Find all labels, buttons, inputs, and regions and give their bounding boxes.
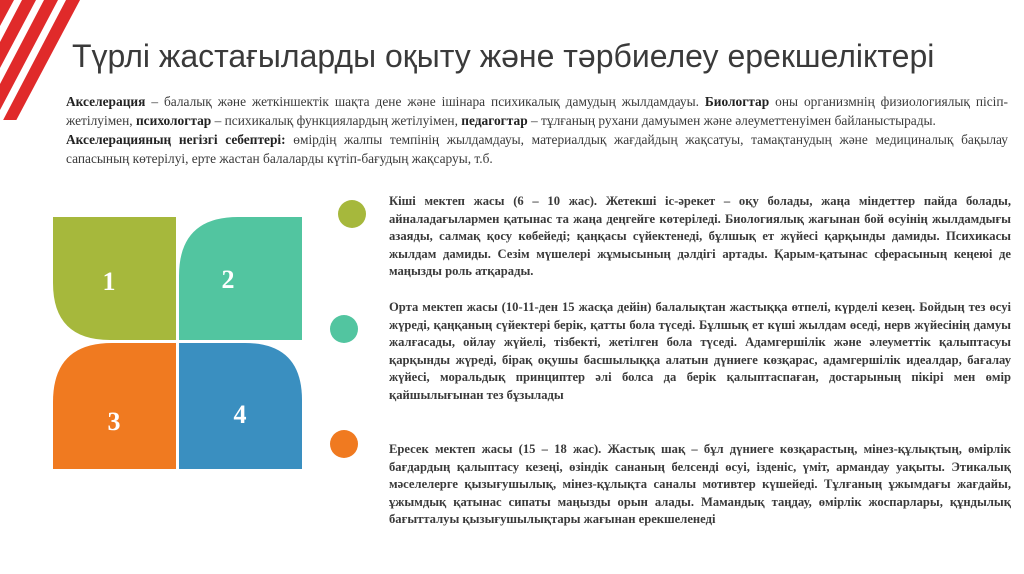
petal-3 [53,343,176,469]
term-acceleration-causes: Акселерацияның негізгі себептері: [66,132,286,147]
petal-number-2: 2 [221,265,235,294]
intro-text-a: – балалық және жеткіншектік шақта дене және ішінара психикалық дамудың жылдамдауы. [145,94,705,109]
slide-title: Түрлі жастағыларды оқыту және тәрбиелеу ерекшеліктері [72,38,935,74]
intro-causes-text: өмірдің жалпы темпінің жылдамдауы, материалдық жағдайдың жақсатуы, тамақтанудың және медициналық бақылау сапасының көтерілуі, ерте жастан балаларды күтіп-бағудың жақсаруы, т.б. [66,132,1008,166]
intro-text [66,92,1008,168]
term-biologists: Биологтар [704,94,770,109]
petal-number-4: 4 [233,400,247,429]
stage-junior-school: Кіші мектеп жасы (6 – 10 жас). Жетекші іс-әрекет – оқу болады, жаңа міндеттер пайда болады, айналадағылармен қатынас та жаңа деңгейге көтеріледі. Биологиялық жағынан бой өсуінің жылдамдығы азаяды, салмақ қосу көбейеді; қаңқасы сүйектенеді, бұлшық ет жүйесі қарқынды дамиды. Психикасы жылдам дамиды. Сезім мүшелері жұмысының дәлдігі артады. Қарым-қатынас сферасының кеңеюі де маңызды роль атқарады. [389,194,1011,279]
bullet-dot-green [338,200,366,228]
intro-text-c: – психикалық функциялардың жетілуімен, [211,113,462,128]
stage-middle-school: Орта мектеп жасы (10-11-ден 15 жасқа дейін) балалықтан жастыққа өтпелі, күрделі кезең. Бойдың тез өсуі жүреді, қаңқаның сүйектері берік, қатты бола түседі. Бұлшық ет күші жылдам өседі, нерв жүйесінің дамуы жалғасады, ойлау жүйелі, тізбекті, жетілген бола түседі. Адамгершілік және әлеуметтік қалыптасуы қарқынды жүреді, бірақ оқушы басшылыққа алатын дүниеге көзқарас, адамгершілік идеалдар, бағалау жүйесі, моральдық принциптер әлі болса да берік қалыптаспаған, достарының пікірі мен өмір қайшылығынан тез бұзылады [389,300,1011,402]
term-acceleration: Акселерация [66,94,146,109]
petal-number-3: 3 [107,407,121,436]
petal-2 [179,217,302,340]
bullet-dot-teal [330,315,358,343]
petal-number-1: 1 [102,267,116,296]
term-pedagogues: педагогтар [461,113,528,128]
intro-paragraph-2 [66,130,1008,168]
intro-text-b: оны организмнің физиологиялық пісіп-жетілуімен, [66,94,1008,128]
intro-paragraph-1 [66,92,1008,130]
stage-senior-school: Ересек мектеп жасы (15 – 18 жас). Жастық шақ – бұл дүниеге көзқарастың, мінез-құлықтың, өмірлік бағдардың қалыптасу кезеңі, өзіндік сананың белсенді өсуі, ізденіс, үміт, армандау уақыты. Этикалық мәселелерге қызығушылық, мінез-құлықта саналы мотивтер күшейеді. Тұлғаның ұжымдағы жағдайы, ұжымдық қатынас сипаты маңызды орын алады. Мамандық таңдау, өмірлік жоспарлары, құндылық бағытталуы қызығушылықтары жағынан ерекшеленеді [389,442,1011,527]
term-psychologists: психологтар [135,113,212,128]
petal-diagram [48,212,308,474]
bullet-dot-orange [330,430,358,458]
intro-text-d: – тұлғаның рухани дамуымен және әлеуметтенуімен байланыстырады. [527,113,936,128]
